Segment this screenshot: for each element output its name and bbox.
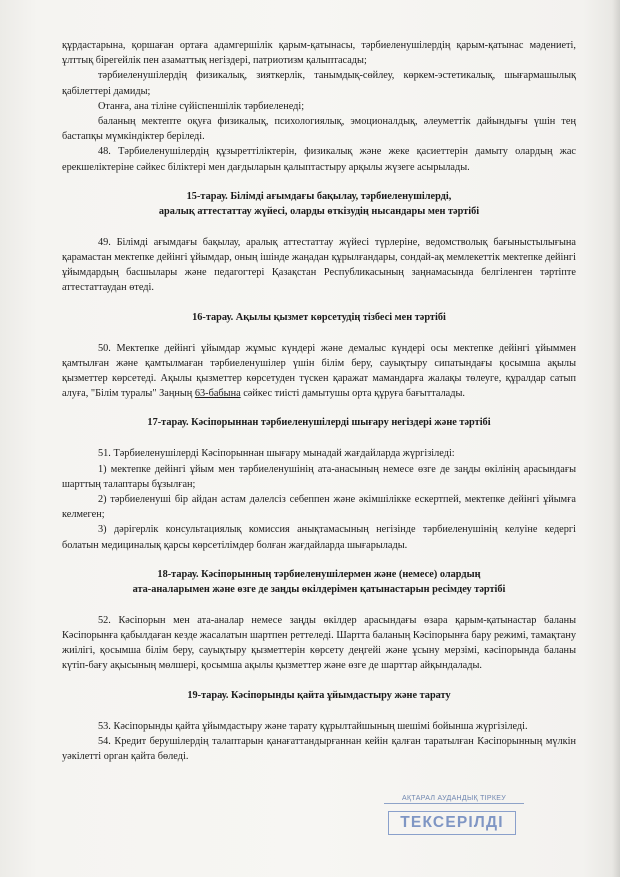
chapter-15-heading-line-1: 15-тарау. Білімді ағымдағы бақылау, тәрбиеленушілерді, xyxy=(186,190,452,202)
paragraph-52: 52. Кәсіпорын мен ата-аналар немесе заңды өкілдер арасындағы өзара қарым-қатынастар баланы Кәсіпорынға қабылдаған кезде жасалатын шартпен реттеледі. Шартта баланың Кәсіпорынға бару режимі, тамақтану жиілігі, қосымша білім беру, сауықтыру қызметтерін көрсету деңгейі және ұсыну мерзімі, кәсіпорында баланы күтіп-бағу ақысының мөлшері, қосымша ақылы қызметтер және өзге де шарттар айқындалады. xyxy=(62,614,576,672)
paragraph-50-text-b: сәйкес тиісті дамытушы орта құруға бағытталады. xyxy=(240,388,465,400)
paragraph-53: 53. Кәсіпорынды қайта ұйымдастыру және тарату құрылтайшының шешімі бойынша жүргізіледі. xyxy=(98,720,528,732)
paragraph-intro-2: тәрбиеленушілердің физикалық, зияткерлік, танымдық-сөйлеу, көркем-эстетикалық, шығармашылық қабілеттері дамиды; xyxy=(62,70,576,97)
chapter-15-heading xyxy=(62,189,576,219)
chapter-19-heading: 19-тарау. Кәсіпорынды қайта ұйымдастыру және тарату xyxy=(187,689,451,701)
document-body xyxy=(62,38,576,764)
paragraph-51-item-2: 2) тәрбиеленуші бір айдан астам дәлелсіз себеппен және әкімшілікке ескертпей, мектепке дейінгі ұйымға келмеген; xyxy=(62,494,576,521)
paragraph-51-item-1: 1) мектепке дейінгі ұйым мен тәрбиеленушінің ата-анасының немесе өзге де заңды өкілінің арасындағы шарттың талаптары бұзылған; xyxy=(62,463,576,490)
paragraph-intro-4: баланың мектепте оқуға физикалық, психологиялық, эмоционалдық, әлеуметтік дайындығы үшін тең бастапқы мүмкіндіктер беріледі. xyxy=(62,116,576,143)
chapter-18-heading xyxy=(62,567,576,597)
chapter-18-heading-line-2: ата-аналарымен және өзге де заңды өкілдерімен қатынастарын ресімдеу тәртібі xyxy=(132,583,506,595)
paragraph-48: 48. Тәрбиеленушілердің құзыреттіліктерін, физикалық және жеке қасиеттерін дамыту олардың жас ерекшеліктеріне сәйкес біліктері мен дағдыларын қалыптастыру арқылы жүзеге асырылады. xyxy=(62,146,576,173)
paragraph-50 xyxy=(62,341,576,402)
law-article-63-link[interactable]: 63-бабына xyxy=(194,388,241,400)
paragraph-50-text-a: 50. Мектепке дейінгі ұйымдар жұмыс күндері және демалыс күндері осы мектепке дейінгі ұйыммен қамтылған және қамтылмаған тәрбиеленушілер үшін білім беру, сауықтыру сипатындағы қосымша ақылы қызметтер көрсетеді. Ақылы қызметтер көрсетуден түскен қаражат мамандарға жалақы төлеуге, құралдар сатып алуға, "Білім туралы" Заңның xyxy=(62,342,576,400)
paragraph-51: 51. Тәрбиеленушілерді Кәсіпорыннан шығару мынадай жағдайларда жүргізіледі: xyxy=(98,448,455,460)
paragraph-51-item-3: 3) дәрігерлік консультациялық комиссия анықтамасының негізінде тәрбиеленушінің келуіне кедергі болатын медициналық қарсы көрсетілімдер болған жағдайларда шығарылады. xyxy=(62,524,576,551)
chapter-16-heading: 16-тарау. Ақылы қызмет көрсетудің тізбесі мен тәртібі xyxy=(192,311,446,323)
stamp-header-text: АҚТАРАЛ АУДАНДЫҚ ТІРКЕУ xyxy=(384,795,524,804)
chapter-17-heading: 17-тарау. Кәсіпорыннан тәрбиеленушілерді шығару негіздері және тәртібі xyxy=(147,417,491,429)
chapter-18-heading-line-1: 18-тарау. Кәсіпорынның тәрбиеленушілермен және (немесе) олардың xyxy=(157,568,481,580)
paragraph-54: 54. Кредит берушілердің талаптарын қанағаттандырғаннан кейін қалған таратылған Кәсіпорынның мүлкін уәкілетті орган қайта бөледі. xyxy=(62,735,576,763)
paragraph-intro-3: Отанға, ана тіліне сүйіспеншілік тәрбиеленеді; xyxy=(98,100,305,112)
verification-stamp xyxy=(384,795,524,845)
paragraph-intro-1: құрдастарына, қоршаған ортаға адамгершілік қарым-қатынасы, тәрбиеленушілердің қарым-қатынас мәдениеті, ұлттық бірегейлік пен азаматтық негіздері, патриотизм қалыптасады; xyxy=(62,40,576,67)
stamp-main-text: ТЕКСЕРІЛДІ xyxy=(388,811,516,835)
page-edge-shadow xyxy=(612,0,620,877)
chapter-15-heading-line-2: аралық аттестаттау жүйесі, оларды өткізудің нысандары мен тәртібі xyxy=(158,205,480,217)
paragraph-49: 49. Білімді ағымдағы бақылау, аралық аттестаттау жүйесі түрлеріне, ведомстволық бағыныстылығына қарамастан мектепке дейінгі ұйымдар, оның ішінде жаңадан құрылғандары, сондай-ақ мемлекеттік мектепке дейінгі ұйымдардың басшылары және педагогтері Қазақстан Республикасының заңнамасында белгіленген тәртіпте аттестаттаудан өтеді. xyxy=(62,236,576,294)
